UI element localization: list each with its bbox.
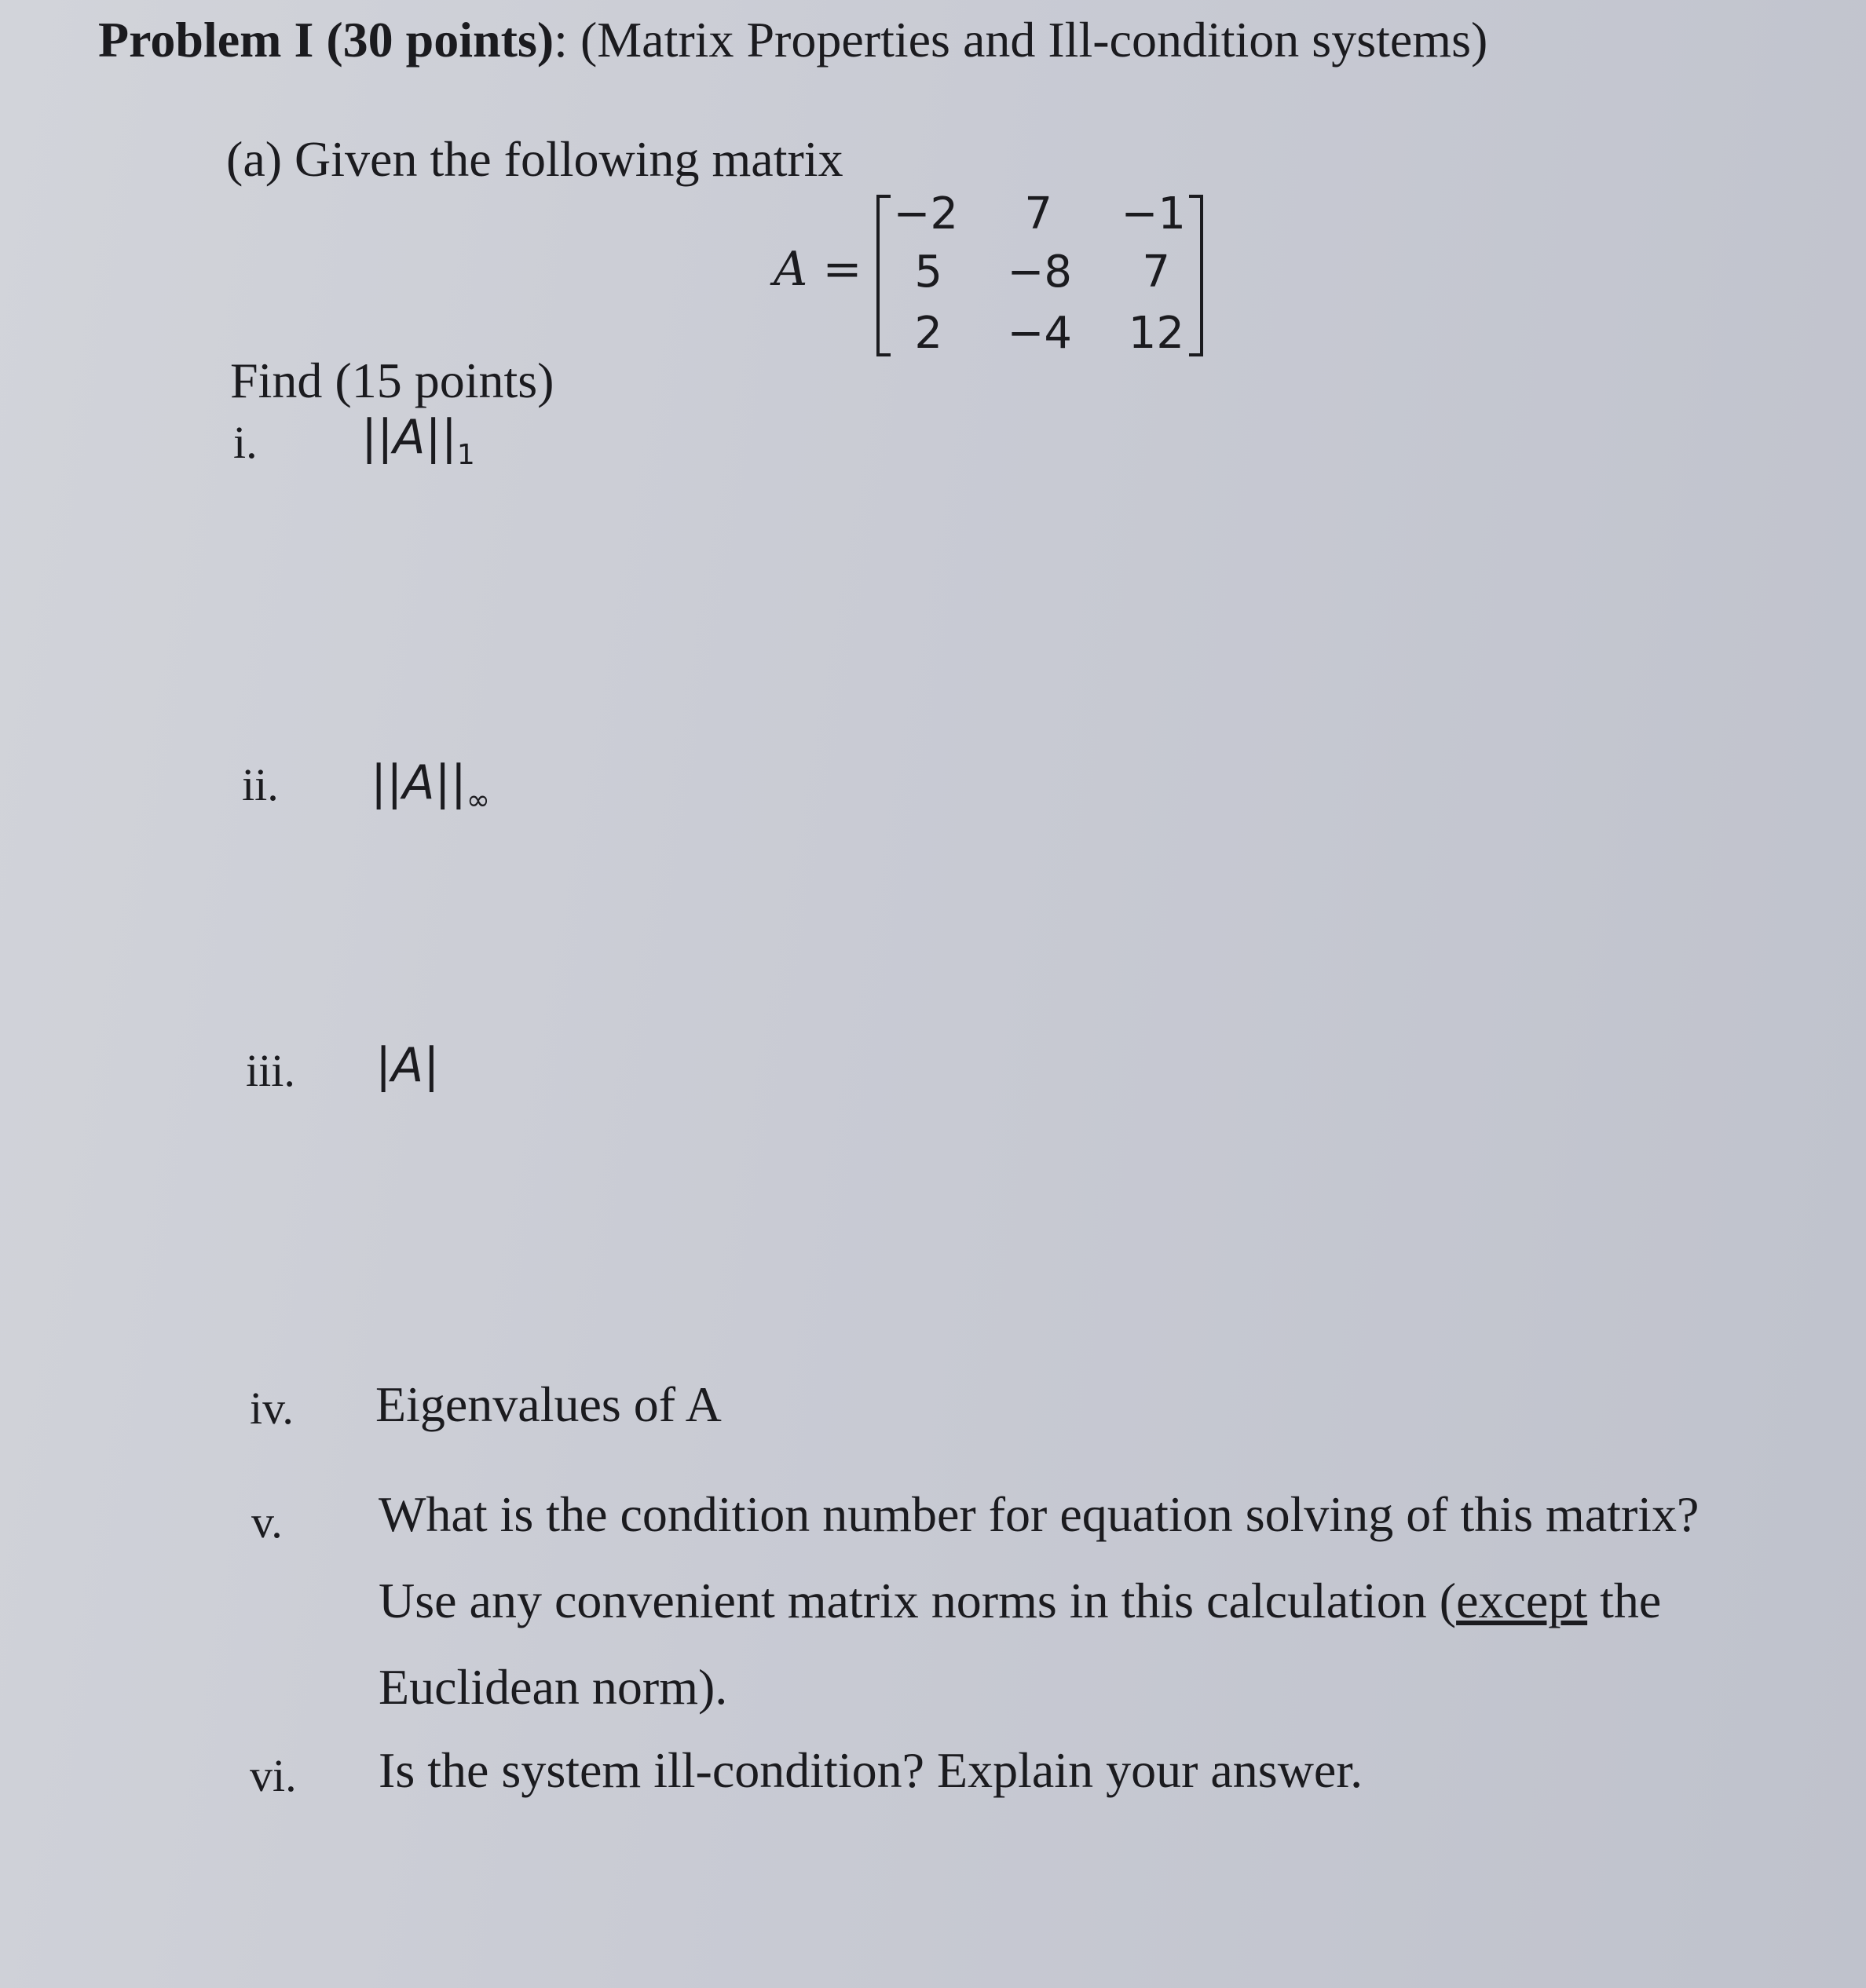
- matrix-cell-r3c2: −4: [1007, 308, 1072, 359]
- matrix-cell-r3c3: 12: [1128, 308, 1184, 359]
- ill-condition-question: Is the system ill-condition? Explain your answer.: [379, 1742, 1363, 1798]
- item-number: ii.: [242, 759, 279, 810]
- norm-bars-right: ||: [425, 410, 457, 465]
- eigenvalues-question: Eigenvalues of A: [375, 1376, 722, 1432]
- item-number: iv.: [250, 1383, 294, 1434]
- problem-title-rest: : (Matrix Properties and Ill-condition systems): [554, 12, 1488, 68]
- item-number: i.: [233, 417, 258, 468]
- item-number: iii.: [246, 1045, 295, 1096]
- matrix-cell-r2c3: 7: [1142, 247, 1170, 298]
- problem-title-bold: Problem I (30 points): [98, 12, 554, 68]
- problem-title: [98, 11, 1487, 69]
- norm-variable: A: [393, 410, 426, 465]
- matrix-right-bracket: [1189, 195, 1203, 356]
- matrix-cell-r1c3: −1: [1121, 188, 1186, 239]
- norm-variable: A: [402, 755, 435, 810]
- determinant-expression: [375, 1038, 439, 1093]
- matrix-cell-r2c1: 5: [914, 247, 942, 298]
- find-heading: Find (15 points): [230, 353, 554, 408]
- condition-number-question-line2: [379, 1572, 1661, 1630]
- line2-pre: Use any convenient matrix norms in this calculation (: [379, 1573, 1457, 1628]
- abs-bar-left: |: [375, 1038, 392, 1093]
- matrix-cell-r1c2: 7: [1024, 188, 1052, 239]
- norm-infinity-expression: [371, 755, 490, 817]
- abs-bar-right: |: [423, 1038, 440, 1093]
- part-a-intro: (a) Given the following matrix: [226, 131, 843, 187]
- norm-subscript: ∞: [466, 784, 490, 817]
- matrix-cell-r3c1: 2: [914, 308, 942, 359]
- matrix-cell-r1c1: −2: [893, 188, 958, 239]
- norm-1-expression: [361, 410, 475, 471]
- item-number: vi.: [250, 1750, 297, 1801]
- det-variable: A: [391, 1038, 424, 1093]
- matrix-name: A: [774, 242, 808, 297]
- norm-bars-right: ||: [434, 755, 466, 810]
- condition-number-question-line3: Euclidean norm).: [379, 1659, 728, 1715]
- matrix-cell-r2c2: −8: [1007, 247, 1072, 298]
- equals-sign: =: [822, 242, 862, 297]
- except-underlined: except: [1456, 1573, 1588, 1628]
- norm-bars-left: ||: [371, 755, 403, 810]
- norm-bars-left: ||: [361, 410, 393, 465]
- norm-subscript: 1: [456, 439, 475, 471]
- line2-post: the: [1587, 1573, 1662, 1628]
- item-number: v.: [251, 1496, 283, 1548]
- condition-number-question-line1: What is the condition number for equation solving of this matrix?: [379, 1486, 1700, 1542]
